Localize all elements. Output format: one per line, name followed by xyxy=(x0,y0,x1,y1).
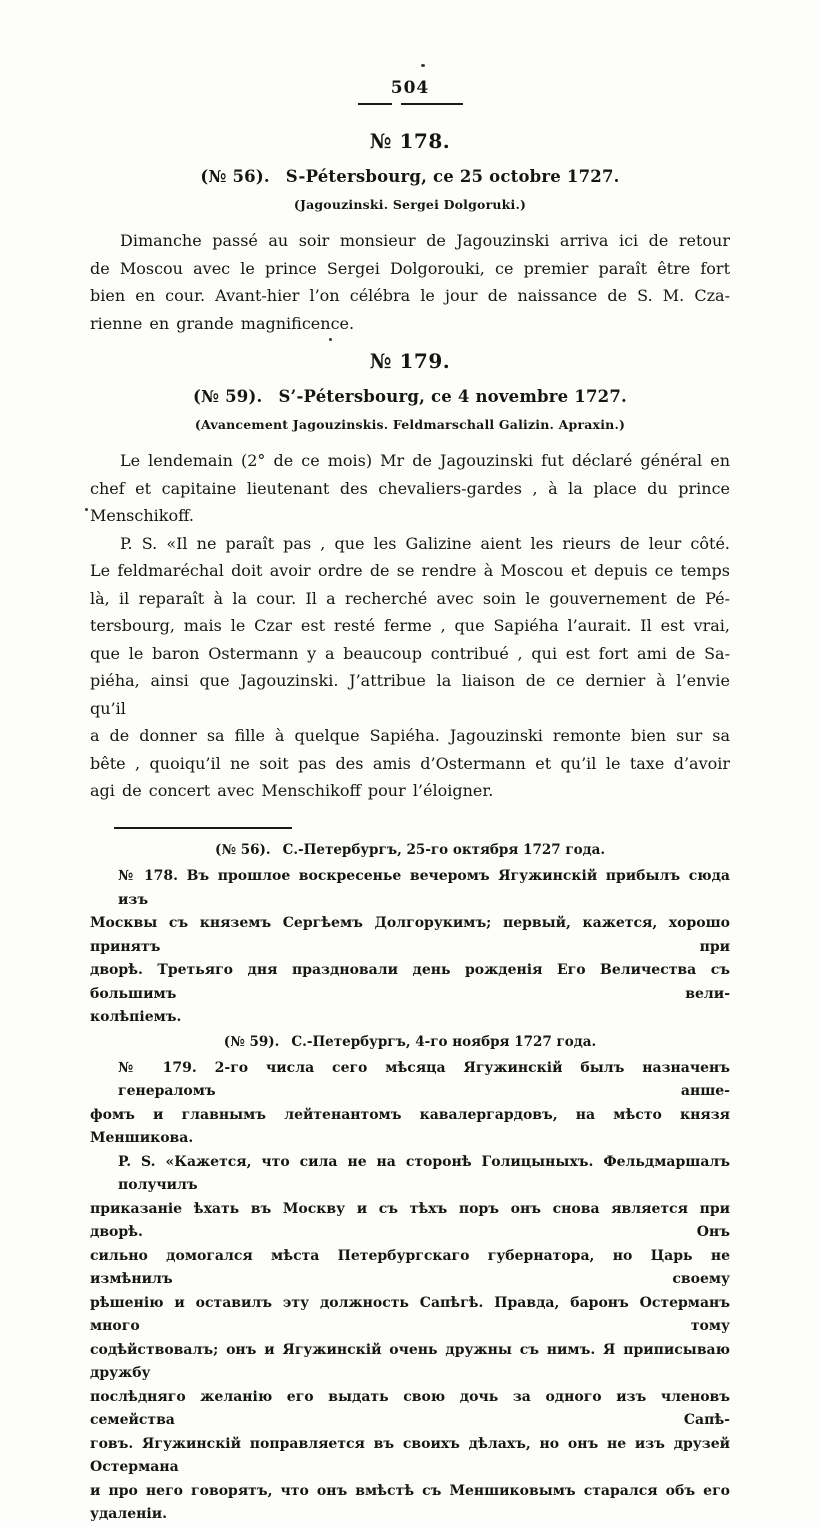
scan-speck xyxy=(85,508,88,511)
entry-179-heading: № 179. xyxy=(369,349,451,373)
text-line: Le feldmaréchal doit avoir ordre de se rendre à Moscou et depuis ce temps xyxy=(90,561,730,580)
text-line: содѣйствовалъ; онъ и Ягужинскій очень дружны съ нимъ. Я приписываю дружбу xyxy=(90,1341,730,1381)
text-line: P. S. «Il ne paraît pas , que les Galizine aient les rieurs de leur côté. xyxy=(120,533,730,553)
text-line: дворѣ. Третьяго дня праздновали день рожденія Его Величества съ большимъ вели- xyxy=(90,962,730,1002)
dateline-number: (№ 59). xyxy=(193,387,263,406)
text-line: piéha, ainsi que Jagouzinski. J’attribue la liaison de ce dernier à l’envie qu’il xyxy=(90,671,730,718)
page-number-rule xyxy=(90,103,730,105)
text-line: колѣпіемъ. xyxy=(90,1009,182,1025)
footnote-59-dateline xyxy=(90,1034,730,1050)
page-sheet xyxy=(90,0,730,1527)
dateline-place: С.-Петербургъ, 25-го октября 1727 года. xyxy=(282,842,606,858)
footnote-59 xyxy=(90,1034,730,1527)
text-line: и про него говорятъ, что онъ вмѣстѣ съ Меншиковымъ старался объ его удаленіи. xyxy=(90,1482,730,1522)
footnote-179-paragraph-ps xyxy=(90,1151,730,1527)
entry-178-heading: № 178. xyxy=(369,129,451,153)
rule-segment xyxy=(358,103,392,105)
footnote-56-dateline xyxy=(90,842,730,858)
text-line: de Moscou avec le prince Sergei Dolgorouki, ce premier paraît être fort xyxy=(90,258,730,278)
footnote-56 xyxy=(90,842,730,1030)
entry-179-dateline xyxy=(90,387,730,406)
dateline-number: (№ 59). xyxy=(223,1033,280,1050)
text-line: Le lendemain (2° de ce mois) Mr de Jagouzinski fut déclaré général en xyxy=(120,451,730,470)
text-line: agi de concert avec Menschikoff pour l’éloigner. xyxy=(90,781,494,800)
page-number: 504 xyxy=(390,78,430,98)
text-line: rienne en grande magnificence. xyxy=(90,313,355,333)
footnote-separator-rule xyxy=(114,827,292,830)
footnote-179-paragraph-1 xyxy=(90,1057,730,1151)
rule-segment xyxy=(401,103,463,105)
entry-179-paragraph-1 xyxy=(90,447,730,530)
text-line: chef et capitaine lieutenant des chevaliers-gardes , à la place du prince xyxy=(90,478,730,498)
footnotes-section xyxy=(90,827,730,1527)
footnote-178-paragraph xyxy=(90,865,730,1030)
text-line: bête , quoiqu’il ne soit pas des amis d’Ostermann et qu’il le taxe d’avoir xyxy=(90,753,730,773)
text-line: bien en cour. Avant-hier l’on célébra le jour de naissance de S. M. Cza- xyxy=(90,286,730,305)
text-line: tersbourg, mais le Czar est resté ferme , que Sapiéha l’aurait. Il est vrai, xyxy=(90,616,730,635)
text-line: сильно домогался мѣста Петербургскаго губернатора, но Царь не измѣнилъ своему xyxy=(90,1247,730,1287)
dateline-number: (№ 56). xyxy=(214,842,271,858)
text-line: que le baron Ostermann y a beaucoup contribué , qui est fort ami de Sa- xyxy=(90,643,730,663)
entry-178 xyxy=(90,129,730,337)
text-line: Menschikoff. xyxy=(90,506,194,525)
text-line: послѣдняго желанію его выдать свою дочь за одного изъ членовъ семейства Сапѣ- xyxy=(90,1388,730,1428)
entry-178-paragraph xyxy=(90,227,730,337)
text-line: P. S. «Кажется, что сила не на сторонѣ Голицыныхъ. Фельдмаршалъ получилъ xyxy=(118,1153,730,1193)
dateline-place: С.-Петербургъ, 4-го ноября 1727 года. xyxy=(291,1033,597,1050)
entry-179 xyxy=(90,349,730,805)
text-line: a de donner sa fille à quelque Sapiéha. Jagouzinski remonte bien sur sa xyxy=(90,726,730,745)
entry-179-subtitle: (Avancement Jagouzinskis. Feldmarschall Galizin. Apraxin.) xyxy=(194,417,626,432)
entry-178-subtitle: (Jagouzinski. Sergei Dolgoruki.) xyxy=(293,197,527,212)
text-line: говъ. Ягужинскій поправляется въ своихъ дѣлахъ, но онъ не изъ друзей Остермана xyxy=(90,1435,730,1475)
text-line: Москвы съ княземъ Сергѣемъ Долгорукимъ; первый, кажется, хорошо принятъ при xyxy=(90,915,730,955)
text-line: приказаніе ѣхать въ Москву и съ тѣхъ поръ онъ снова является при дворѣ. Онъ xyxy=(90,1200,730,1240)
text-line: Dimanche passé au soir monsieur de Jagouzinski arriva ici de retour xyxy=(120,231,730,250)
dateline-place: S-Pétersbourg, ce 25 octobre 1727. xyxy=(285,167,620,186)
text-line: № 178. Въ прошлое воскресенье вечеромъ Ягужинскій прибылъ сюда изъ xyxy=(118,868,730,908)
text-line: фомъ и главнымъ лейтенантомъ кавалергардовъ, на мѣсто князя Меншикова. xyxy=(90,1106,730,1146)
dateline-number: (№ 56). xyxy=(200,167,270,186)
entry-179-paragraph-ps xyxy=(90,530,730,805)
entry-178-dateline xyxy=(90,167,730,186)
text-line: là, il reparaît à la cour. Il a recherché avec soin le gouvernement de Pé- xyxy=(90,588,730,608)
dateline-place: S’-Pétersbourg, ce 4 novembre 1727. xyxy=(278,387,627,406)
text-line: рѣшенію и оставилъ эту должность Сапѣгѣ. Правда, баронъ Остерманъ много тому xyxy=(90,1294,730,1334)
text-line: № 179. 2-го числа сего мѣсяца Ягужинскій былъ назначенъ генераломъ анше- xyxy=(118,1059,730,1099)
